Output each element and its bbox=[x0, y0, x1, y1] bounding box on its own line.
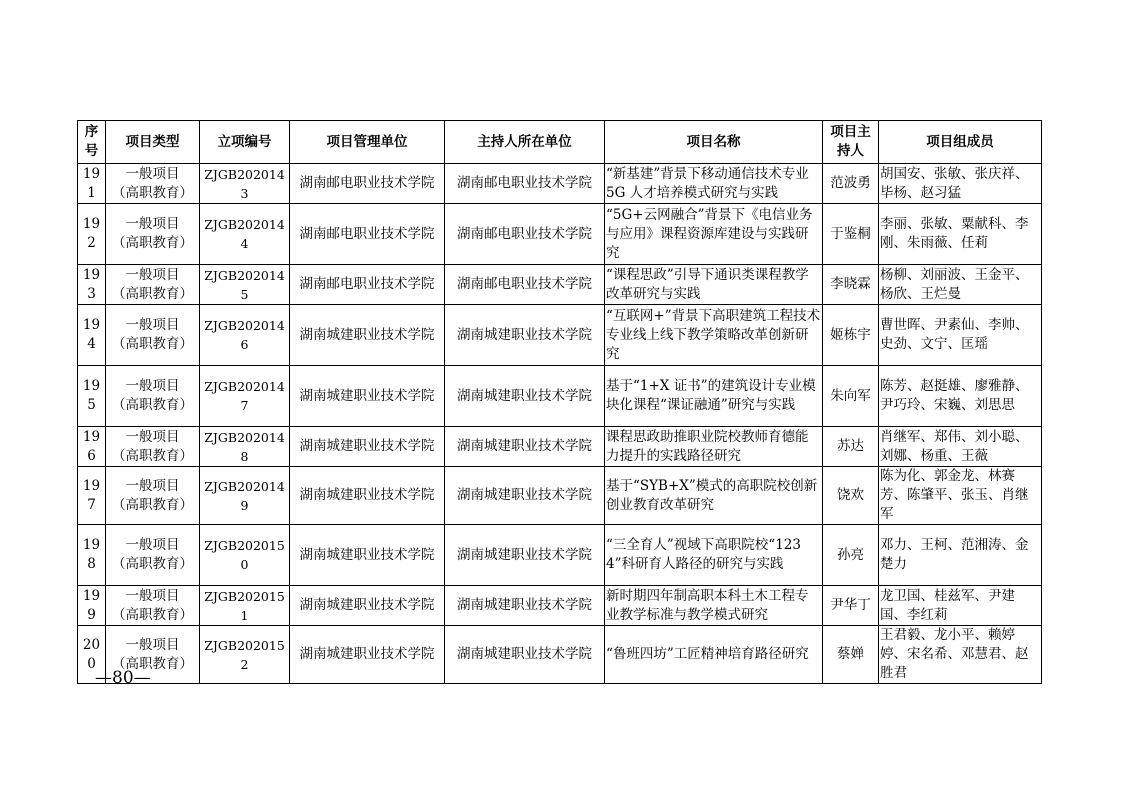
cell-host: 蔡婵 bbox=[823, 626, 879, 684]
table-row bbox=[78, 427, 1042, 467]
cell-unit: 湖南城建职业技术学院 bbox=[445, 626, 605, 684]
table-row bbox=[78, 204, 1042, 265]
cell-code: ZJGB2020146 bbox=[200, 305, 290, 366]
cell-members: 曹世晖、尹素仙、李帅、史劲、文宁、匡瑶 bbox=[879, 305, 1042, 366]
cell-members: 邓力、王柯、范湘涛、金楚力 bbox=[879, 525, 1042, 586]
cell-type-line2: （高职教育） bbox=[112, 447, 193, 464]
cell-members: 王君毅、龙小平、赖婷婷、宋名希、邓慧君、赵胜君 bbox=[879, 626, 1042, 684]
cell-mgmt: 湖南城建职业技术学院 bbox=[290, 305, 445, 366]
cell-type-line2: （高职教育） bbox=[112, 655, 193, 672]
cell-type-line1: 一般项目 bbox=[125, 378, 180, 394]
cell-unit: 湖南邮电职业技术学院 bbox=[445, 164, 605, 204]
cell-name: 新时期四年制高职本科土木工程专业教学标准与教学模式研究 bbox=[605, 586, 823, 626]
cell-name: “5G+云网融合”背景下《电信业务与应用》课程资源库建设与实践研究 bbox=[605, 204, 823, 265]
cell-unit: 湖南城建职业技术学院 bbox=[445, 305, 605, 366]
table-row bbox=[78, 626, 1042, 684]
cell-unit: 湖南城建职业技术学院 bbox=[445, 427, 605, 467]
cell-type-line1: 一般项目 bbox=[125, 266, 180, 283]
table-row bbox=[78, 265, 1042, 305]
cell-members: 杨柳、刘丽波、王金平、杨欣、王烂曼 bbox=[879, 265, 1042, 305]
cell-name: 基于“SYB+X”模式的高职院校创新创业教育改革研究 bbox=[605, 467, 823, 525]
cell-code: ZJGB2020145 bbox=[200, 265, 290, 305]
cell-seq: 194 bbox=[78, 305, 106, 366]
cell-type-line1: 一般项目 bbox=[125, 477, 180, 494]
cell-code: ZJGB2020152 bbox=[200, 626, 290, 684]
cell-mgmt: 湖南城建职业技术学院 bbox=[290, 366, 445, 427]
cell-name: 课程思政助推职业院校教师育德能力提升的实践路径研究 bbox=[605, 427, 823, 467]
cell-unit: 湖南城建职业技术学院 bbox=[445, 366, 605, 427]
cell-mgmt: 湖南邮电职业技术学院 bbox=[290, 164, 445, 204]
cell-type bbox=[106, 265, 200, 305]
cell-type-line2: （高职教育） bbox=[112, 184, 193, 201]
cell-seq: 197 bbox=[78, 467, 106, 525]
cell-mgmt: 湖南城建职业技术学院 bbox=[290, 586, 445, 626]
cell-unit: 湖南城建职业技术学院 bbox=[445, 525, 605, 586]
cell-members: 陈芳、赵挺雄、廖雅静、尹巧玲、宋巍、刘思思 bbox=[879, 366, 1042, 427]
cell-seq: 198 bbox=[78, 525, 106, 586]
cell-host: 朱向军 bbox=[823, 366, 879, 427]
cell-type-line1: 一般项目 bbox=[125, 537, 180, 553]
cell-host: 姬栋宇 bbox=[823, 305, 879, 366]
cell-type bbox=[106, 204, 200, 265]
cell-code: ZJGB2020148 bbox=[200, 427, 290, 467]
cell-type-line1: 一般项目 bbox=[125, 165, 180, 182]
cell-name: “互联网+”背景下高职建筑工程技术专业线上线下教学策略改革创新研究 bbox=[605, 305, 823, 366]
page-number: —80— bbox=[95, 668, 151, 688]
cell-host: 李晓霖 bbox=[823, 265, 879, 305]
cell-name: “新基建”背景下移动通信技术专业 5G 人才培养模式研究与实践 bbox=[605, 164, 823, 204]
table-header-row bbox=[78, 121, 1042, 164]
cell-host: 尹华丁 bbox=[823, 586, 879, 626]
cell-members: 李丽、张敏、粟献科、李刚、朱雨薇、任莉 bbox=[879, 204, 1042, 265]
cell-mgmt: 湖南城建职业技术学院 bbox=[290, 626, 445, 684]
cell-mgmt: 湖南城建职业技术学院 bbox=[290, 525, 445, 586]
cell-name: 基于“1+X 证书”的建筑设计专业模块化课程“课证融通”研究与实践 bbox=[605, 366, 823, 427]
cell-members: 肖继军、郑伟、刘小聪、刘娜、杨重、王薇 bbox=[879, 427, 1042, 467]
header-unit: 主持人所在单位 bbox=[445, 121, 605, 164]
cell-type-line1: 一般项目 bbox=[125, 317, 180, 333]
cell-type-line1: 一般项目 bbox=[125, 636, 180, 653]
cell-code: ZJGB2020143 bbox=[200, 164, 290, 204]
header-mgmt: 项目管理单位 bbox=[290, 121, 445, 164]
cell-name: “三全育人”视域下高职院校“1234”科研育人路径的研究与实践 bbox=[605, 525, 823, 586]
header-type: 项目类型 bbox=[106, 121, 200, 164]
cell-seq: 195 bbox=[78, 366, 106, 427]
cell-host: 孙亮 bbox=[823, 525, 879, 586]
cell-members: 龙卫国、桂兹军、尹建国、李红莉 bbox=[879, 586, 1042, 626]
cell-mgmt: 湖南邮电职业技术学院 bbox=[290, 265, 445, 305]
cell-code: ZJGB2020147 bbox=[200, 366, 290, 427]
header-name: 项目名称 bbox=[605, 121, 823, 164]
cell-mgmt: 湖南邮电职业技术学院 bbox=[290, 204, 445, 265]
cell-mgmt: 湖南城建职业技术学院 bbox=[290, 427, 445, 467]
cell-seq: 199 bbox=[78, 586, 106, 626]
cell-type bbox=[106, 586, 200, 626]
cell-seq: 191 bbox=[78, 164, 106, 204]
table-row bbox=[78, 305, 1042, 366]
cell-code: ZJGB2020144 bbox=[200, 204, 290, 265]
header-seq: 序号 bbox=[78, 121, 106, 164]
cell-members: 陈为化、郭金龙、林赛芳、陈肇平、张玉、肖继军 bbox=[879, 467, 1042, 525]
cell-unit: 湖南邮电职业技术学院 bbox=[445, 265, 605, 305]
cell-code: ZJGB2020149 bbox=[200, 467, 290, 525]
table-row bbox=[78, 467, 1042, 525]
cell-type-line2: （高职教育） bbox=[112, 556, 193, 572]
table-body bbox=[78, 164, 1042, 684]
cell-type-line1: 一般项目 bbox=[125, 216, 180, 232]
table-row bbox=[78, 586, 1042, 626]
header-code: 立项编号 bbox=[200, 121, 290, 164]
header-host: 项目主持人 bbox=[823, 121, 879, 164]
cell-type-line2: （高职教育） bbox=[112, 235, 193, 251]
cell-host: 饶欢 bbox=[823, 467, 879, 525]
cell-type-line1: 一般项目 bbox=[125, 587, 180, 604]
cell-seq: 192 bbox=[78, 204, 106, 265]
cell-type bbox=[106, 427, 200, 467]
cell-type-line2: （高职教育） bbox=[112, 285, 193, 302]
cell-type-line2: （高职教育） bbox=[112, 397, 193, 413]
header-members: 项目组成员 bbox=[879, 121, 1042, 164]
cell-type bbox=[106, 467, 200, 525]
table-row bbox=[78, 525, 1042, 586]
cell-code: ZJGB2020150 bbox=[200, 525, 290, 586]
cell-type bbox=[106, 366, 200, 427]
cell-host: 苏达 bbox=[823, 427, 879, 467]
cell-unit: 湖南邮电职业技术学院 bbox=[445, 204, 605, 265]
cell-type bbox=[106, 305, 200, 366]
table-row bbox=[78, 164, 1042, 204]
cell-type-line1: 一般项目 bbox=[125, 428, 180, 445]
cell-type-line2: （高职教育） bbox=[112, 496, 193, 513]
cell-type-line2: （高职教育） bbox=[112, 336, 193, 352]
cell-mgmt: 湖南城建职业技术学院 bbox=[290, 467, 445, 525]
cell-unit: 湖南城建职业技术学院 bbox=[445, 586, 605, 626]
project-table bbox=[77, 120, 1042, 684]
cell-seq: 200 bbox=[78, 626, 106, 684]
cell-members: 胡国安、张敏、张庆祥、毕杨、赵习猛 bbox=[879, 164, 1042, 204]
cell-host: 范波勇 bbox=[823, 164, 879, 204]
cell-host: 于鉴桐 bbox=[823, 204, 879, 265]
cell-unit: 湖南城建职业技术学院 bbox=[445, 467, 605, 525]
cell-name: “课程思政”引导下通识类课程教学改革研究与实践 bbox=[605, 265, 823, 305]
table-row bbox=[78, 366, 1042, 427]
cell-type-line2: （高职教育） bbox=[112, 606, 193, 623]
cell-code: ZJGB2020151 bbox=[200, 586, 290, 626]
cell-type bbox=[106, 525, 200, 586]
cell-type bbox=[106, 164, 200, 204]
cell-seq: 193 bbox=[78, 265, 106, 305]
cell-name: “鲁班四坊”工匠精神培育路径研究 bbox=[605, 626, 823, 684]
cell-seq: 196 bbox=[78, 427, 106, 467]
